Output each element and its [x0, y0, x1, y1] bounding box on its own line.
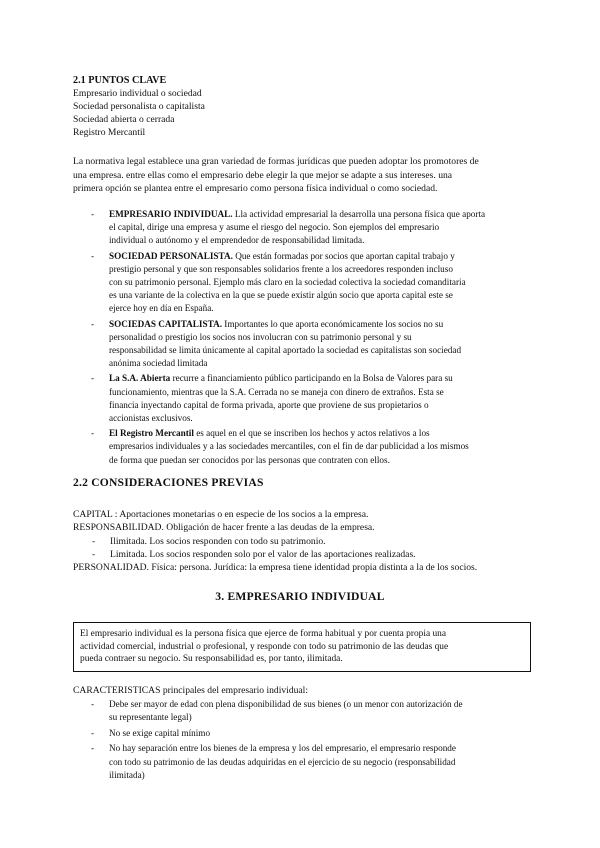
personality-definition: PERSONALIDAD. Física: persona. Jurídica: la empresa tiene identidad propia distinta a la de los socios.	[73, 562, 478, 574]
dash-marker: -	[91, 743, 95, 754]
characteristic-text: No se exige capital mínimo	[109, 727, 211, 738]
dash-marker: -	[91, 428, 95, 439]
intro-line: La normativa legal establece una gran variedad de formas jurídicas que pueden adoptar los promotores de	[73, 156, 479, 167]
dash-marker: -	[91, 250, 95, 261]
bullet-text: financia inyectando capital de forma privada, aporte que proviene de sus propietarios o	[109, 399, 429, 410]
bullet-text: de forma que puedan ser conocidos por las personas que contraten con ellos.	[109, 454, 390, 465]
bullet-term: El Registro Mercantil	[109, 428, 194, 439]
dash-marker: -	[91, 373, 95, 384]
characteristic-text: ilimitada)	[109, 770, 145, 781]
section-3-heading: 3. EMPRESARIO INDIVIDUAL	[215, 590, 385, 603]
definition-box	[73, 622, 531, 672]
bullet-text: Importantes lo que aporta económicamente los socios no su	[222, 318, 444, 329]
previous-considerations	[73, 508, 527, 574]
bullet-term: SOCIEDAD PERSONALISTA.	[109, 250, 233, 261]
dash-marker: -	[92, 535, 96, 547]
key-points	[73, 74, 527, 139]
limited-liability: Limitada. Los socios responden solo por el valor de las aportaciones realizadas.	[110, 548, 416, 560]
dash-marker: -	[91, 699, 95, 709]
key-point-item: Registro Mercantil	[73, 127, 146, 138]
bullet-text: prestigio personal y que son responsables solidarios frente a los acreedores responden incluso	[109, 263, 453, 274]
characteristics-heading: CARACTERISTICAS principales del empresario individual:	[73, 685, 309, 696]
bullet-text: funcionamiento, mientras que la S.A. Cerrada no se maneja con dinero de extraños. Esta se	[109, 386, 444, 397]
bullet-text: Lla actividad empresarial la desarrolla una persona física que aporta	[232, 209, 486, 219]
dash-marker: -	[91, 209, 95, 219]
bullet-text: el capital, dirige una empresa y asume el riesgo del negocio. Son ejemplos del empresario	[109, 222, 440, 233]
bullet-text: responsabilidad se limita únicamente al capital aportado la sociedad es capitalistas son sociedad	[109, 345, 462, 356]
bullet-text: anónima sociedad limitada	[109, 358, 208, 369]
list-item	[73, 742, 527, 782]
section-21-heading: 2.1 PUNTOS CLAVE	[73, 75, 167, 86]
dash-marker: -	[92, 548, 96, 560]
characteristic-text: con todo su patrimonio de las deudas adquiridas en el ejercicio de su negocio (responsabilidad	[109, 756, 456, 767]
bullet-text: accionistas exclusivos.	[109, 413, 193, 424]
dash-marker: -	[91, 727, 95, 738]
characteristic-text: No hay separación entre los bienes de la empresa y los del empresario, el empresario responde	[109, 743, 456, 754]
bullet-text: es una variante de la colectiva en la que se puede existir algún socio que aporta capital este se	[109, 290, 453, 301]
capital-definition: CAPITAL : Aportaciones monetarias o en especie de los socios a la empresa.	[73, 509, 369, 520]
list-item	[73, 698, 527, 725]
characteristics-list	[73, 698, 527, 784]
legal-forms-list	[73, 208, 527, 469]
list-item	[73, 548, 527, 561]
list-item	[73, 318, 527, 371]
list-item	[73, 427, 527, 467]
section-22-heading: 2.2 CONSIDERACIONES PREVIAS	[73, 476, 264, 489]
list-item	[73, 535, 527, 548]
key-point-item: Sociedad abierta o cerrada	[73, 114, 175, 125]
bullet-text: es aquel en el que se inscriben los hechos y actos relativos a los	[193, 428, 430, 439]
bullet-text: con su patrimonio personal. Ejemplo más claro en la sociedad colectiva la sociedad comanditaria	[109, 277, 466, 288]
dash-marker: -	[91, 318, 95, 329]
bullet-term: La S.A. Abierta	[109, 373, 171, 384]
unlimited-liability: Ilimitada. Los socios responden con todo su patrimonio.	[110, 535, 326, 547]
responsibility-definition: RESPONSABILIDAD. Obligación de hacer frente a las deudas de la empresa.	[73, 522, 375, 534]
intro-paragraph	[73, 155, 527, 196]
bullet-text: personalidad o prestigio los socios nos involucran con su patrimonio personal y su	[109, 331, 412, 342]
definition-line: pueda contraer su negocio. Su responsabilidad es, por tanto, ilimitada.	[80, 654, 343, 665]
bullet-term: EMPRESARIO INDIVIDUAL.	[109, 209, 233, 219]
characteristic-text: su representante legal)	[109, 712, 192, 723]
bullet-term: SOCIEDAS CAPITALISTA.	[109, 318, 222, 329]
list-item	[73, 372, 527, 425]
list-item	[73, 208, 527, 248]
key-point-item: Sociedad personalista o capitalista	[73, 101, 205, 112]
bullet-text: Que están formadas por socios que aportan capital trabajo y	[232, 250, 455, 261]
definition-line: El empresario individual es la persona física que ejerce de forma habitual y por cuenta propia una	[80, 629, 447, 639]
bullet-text: ejerce hoy en día en España.	[109, 303, 214, 314]
intro-line: primera opción se plantea entre el empresario como persona física individual o como sociedad.	[73, 183, 438, 194]
bullet-text: empresarios individuales y a las sociedades mercantiles, con el fin de dar publicidad a los mismos	[109, 441, 469, 452]
definition-line: actividad comercial, industrial o profesional, y responde con todo su patrimonio de las deudas que	[80, 641, 449, 652]
characteristic-text: Debe ser mayor de edad con plena disponibilidad de sus bienes (o un menor con autorización de	[109, 699, 463, 709]
bullet-text: recurre a financiamiento público participando en la Bolsa de Valores para su	[170, 373, 453, 384]
bullet-text: individual o autónomo y el emprendedor de responsabilidad limitada.	[109, 235, 365, 246]
list-item	[73, 727, 527, 740]
intro-line: una empresa. entre ellas como el empresario debe elegir la que mejor se adapte a sus intereses. una	[73, 169, 453, 181]
list-item	[73, 250, 527, 316]
key-point-item: Empresario individual o sociedad	[73, 88, 202, 99]
